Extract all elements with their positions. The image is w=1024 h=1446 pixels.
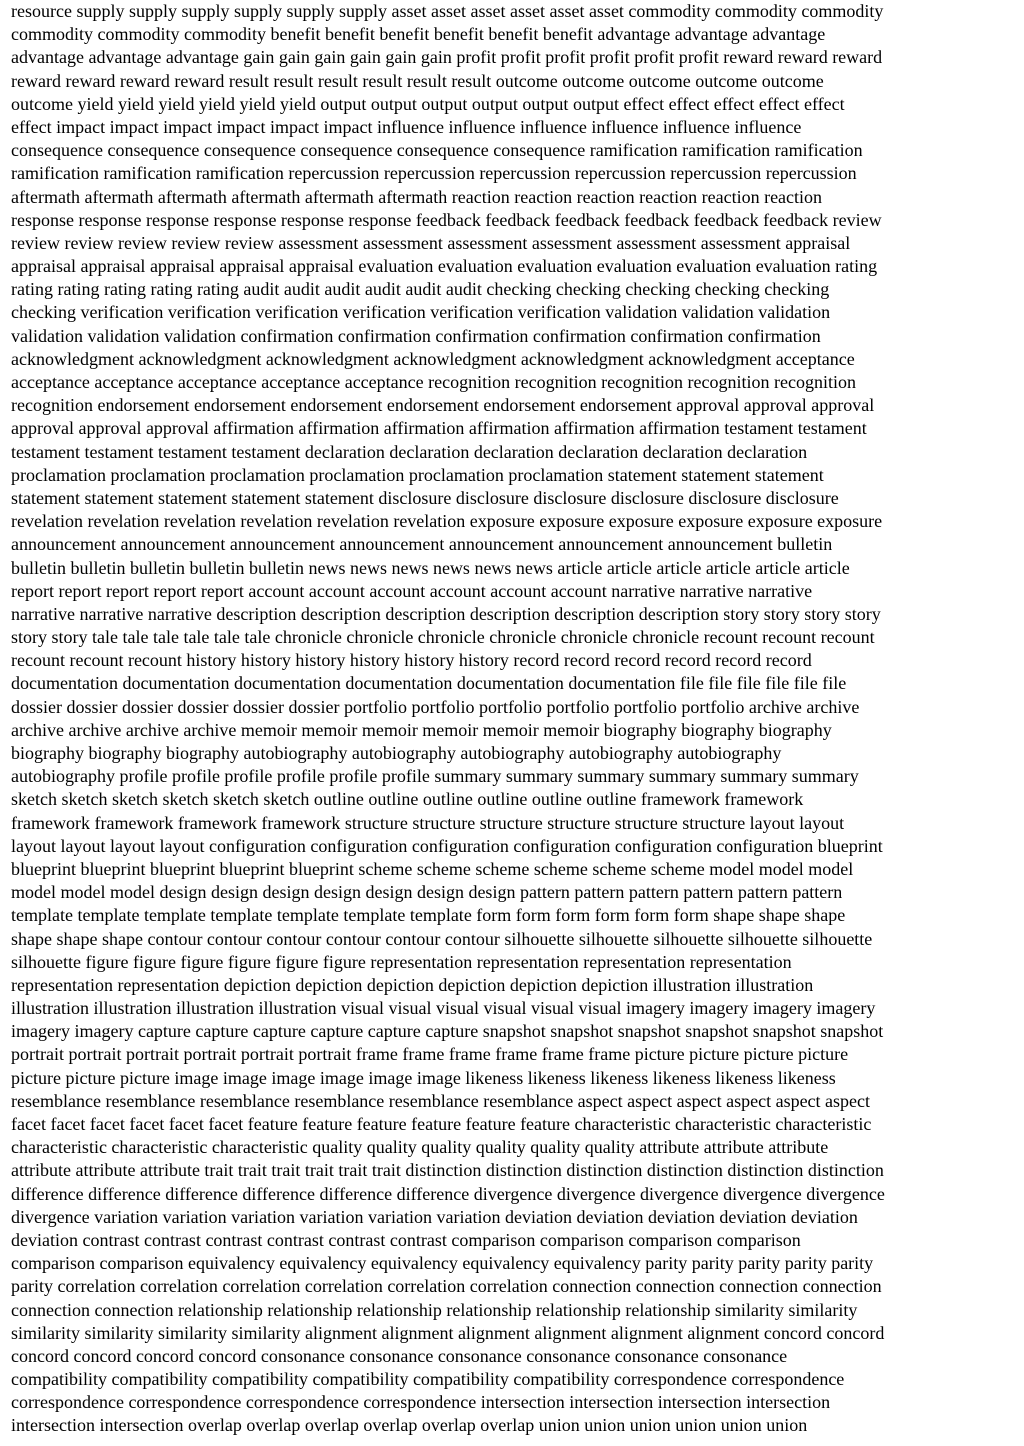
- text-line: announcement announcement announcement announcement announcement announcement announcement bulletin: [11, 534, 833, 555]
- text-line: facet facet facet facet facet facet feature feature feature feature feature feature characteristic characteristic characteristic: [11, 1114, 872, 1134]
- text-line: divergence variation variation variation variation variation variation deviation deviation deviation deviation deviation: [11, 1206, 858, 1227]
- text-line: commodity commodity commodity benefit benefit benefit benefit benefit benefit advantage advantage advantage: [11, 24, 826, 45]
- text-line: parity correlation correlation correlation correlation correlation correlation connection connection connection connection: [11, 1276, 882, 1297]
- text-line: blueprint blueprint blueprint blueprint blueprint scheme scheme scheme scheme scheme scheme model model model: [11, 858, 854, 879]
- text-line: compatibility compatibility compatibility compatibility compatibility compatibility correspondence correspondence: [11, 1369, 845, 1390]
- text-line: biography biography biography autobiography autobiography autobiography autobiography autobiography: [11, 743, 782, 763]
- text-line: narrative narrative narrative description description description description description description story story story story: [11, 603, 881, 624]
- text-line: outcome yield yield yield yield yield yield output output output output output output effect effect effect effect effect: [11, 93, 845, 114]
- text-line: aftermath aftermath aftermath aftermath aftermath aftermath reaction reaction reaction reaction reaction reaction: [11, 186, 823, 207]
- text-line: comparison comparison equivalency equivalency equivalency equivalency equivalency parity parity parity parity parity: [11, 1253, 874, 1274]
- text-line: illustration illustration illustration illustration visual visual visual visual visual visual imagery imagery imagery imagery: [11, 998, 876, 1019]
- text-line: documentation documentation documentation documentation documentation documentation file file file file file file: [11, 673, 847, 694]
- text-line: autobiography profile profile profile profile profile profile summary summary summary summary summary summary: [11, 766, 859, 787]
- text-line: intersection intersection overlap overlap overlap overlap overlap overlap union union union union union union: [11, 1415, 808, 1436]
- text-line: checking verification verification verification verification verification verification validation validation validation: [11, 302, 831, 323]
- text-line: similarity similarity similarity similarity alignment alignment alignment alignment alignment alignment concord concord: [11, 1322, 885, 1343]
- text-line: connection connection relationship relationship relationship relationship relationship relationship similarity similarity: [11, 1299, 858, 1320]
- text-line: recognition endorsement endorsement endorsement endorsement endorsement endorsement approval approval approval: [11, 395, 875, 416]
- text-line: consequence consequence consequence consequence consequence consequence ramification ramification ramification: [11, 140, 863, 161]
- text-line: deviation contrast contrast contrast contrast contrast contrast comparison comparison comparison comparison: [11, 1229, 801, 1250]
- text-line: review review review review review assessment assessment assessment assessment assessment assessment appraisal: [11, 232, 851, 253]
- text-line: archive archive archive archive memoir memoir memoir memoir memoir memoir biography biography biography: [11, 719, 832, 740]
- text-line: resource supply supply supply supply supply supply asset asset asset asset asset asset commodity commodity commodity: [11, 1, 884, 21]
- text-line: advantage advantage advantage gain gain gain gain gain gain profit profit profit profit profit profit reward reward reward: [11, 47, 883, 68]
- text-line: attribute attribute attribute trait trait trait trait trait trait distinction distinction distinction distinction distinction distinction: [11, 1160, 884, 1181]
- text-line: reward reward reward reward result result result result result result outcome outcome outcome outcome outcome: [11, 70, 824, 91]
- text-line: concord concord concord concord consonance consonance consonance consonance consonance consonance: [11, 1345, 788, 1366]
- text-line: difference difference difference difference difference difference divergence divergence divergence divergence divergence: [11, 1183, 885, 1204]
- text-line: proclamation proclamation proclamation proclamation proclamation proclamation statement statement statement: [11, 464, 824, 485]
- text-line: report report report report report account account account account account account narrative narrative narrative: [11, 580, 813, 601]
- text-line: response response response response response response feedback feedback feedback feedback feedback feedback review: [11, 209, 882, 230]
- text-line: rating rating rating rating rating audit audit audit audit audit audit checking checking checking checking checking: [11, 279, 830, 300]
- text-line: appraisal appraisal appraisal appraisal appraisal evaluation evaluation evaluation evaluation evaluation evaluation rating: [11, 256, 878, 277]
- text-line: dossier dossier dossier dossier dossier dossier portfolio portfolio portfolio portfolio portfolio portfolio archive archive: [11, 696, 860, 717]
- text-line: picture picture picture image image image image image image likeness likeness likeness likeness likeness likeness: [11, 1067, 836, 1088]
- text-line: imagery imagery capture capture capture capture capture capture snapshot snapshot snapshot snapshot snapshot snapshot: [11, 1021, 884, 1042]
- text-line: ramification ramification ramification repercussion repercussion repercussion repercussion repercussion repercussion: [11, 163, 857, 184]
- text-line: shape shape shape contour contour contour contour contour contour silhouette silhouette silhouette silhouette silhouette: [11, 928, 873, 949]
- text-line: acknowledgment acknowledgment acknowledgment acknowledgment acknowledgment acknowledgment acceptance: [11, 348, 855, 369]
- text-line: silhouette figure figure figure figure figure figure representation representation representation representation: [11, 951, 792, 972]
- text-line: effect impact impact impact impact impact impact influence influence influence influence influence influence: [11, 116, 802, 137]
- text-line: characteristic characteristic characteristic quality quality quality quality quality quality attribute attribute attribute: [11, 1137, 829, 1158]
- text-line: validation validation validation confirmation confirmation confirmation confirmation confirmation confirmation: [11, 325, 821, 346]
- text-line: layout layout layout layout configuration configuration configuration configuration configuration configuration blueprint: [11, 835, 883, 856]
- text-line: resemblance resemblance resemblance resemblance resemblance resemblance aspect aspect aspect aspect aspect aspect: [11, 1090, 871, 1111]
- text-line: story story tale tale tale tale tale tale chronicle chronicle chronicle chronicle chronicle chronicle recount recount recount: [11, 627, 875, 648]
- text-line: portrait portrait portrait portrait portrait portrait frame frame frame frame frame frame picture picture picture picture: [11, 1044, 849, 1065]
- text-line: template template template template template template template form form form form form form shape shape shape: [11, 905, 846, 926]
- text-line: bulletin bulletin bulletin bulletin bulletin news news news news news news article article article article article article: [11, 557, 850, 578]
- text-line: correspondence correspondence correspondence correspondence intersection intersection intersection intersection: [11, 1392, 831, 1413]
- text-line: recount recount recount history history history history history history record record record record record record: [11, 650, 812, 671]
- text-line: representation representation depiction depiction depiction depiction depiction depiction illustration illustration: [11, 974, 814, 995]
- text-line: model model model design design design design design design design pattern pattern pattern pattern pattern pattern: [11, 882, 843, 903]
- text-line: revelation revelation revelation revelation revelation revelation exposure exposure exposure exposure exposure exposure: [11, 511, 883, 532]
- text-line: testament testament testament testament declaration declaration declaration declaration declaration declaration: [11, 441, 808, 462]
- text-line: acceptance acceptance acceptance acceptance acceptance recognition recognition recognition recognition recognition: [11, 372, 857, 392]
- text-line: approval approval approval affirmation affirmation affirmation affirmation affirmation affirmation testament testament: [11, 418, 867, 439]
- text-line: statement statement statement statement statement disclosure disclosure disclosure disclosure disclosure disclosure: [11, 487, 839, 508]
- text-line: framework framework framework framework structure structure structure structure structure structure layout layout: [11, 812, 845, 833]
- text-line: sketch sketch sketch sketch sketch sketch outline outline outline outline outline outline framework framework: [11, 789, 804, 810]
